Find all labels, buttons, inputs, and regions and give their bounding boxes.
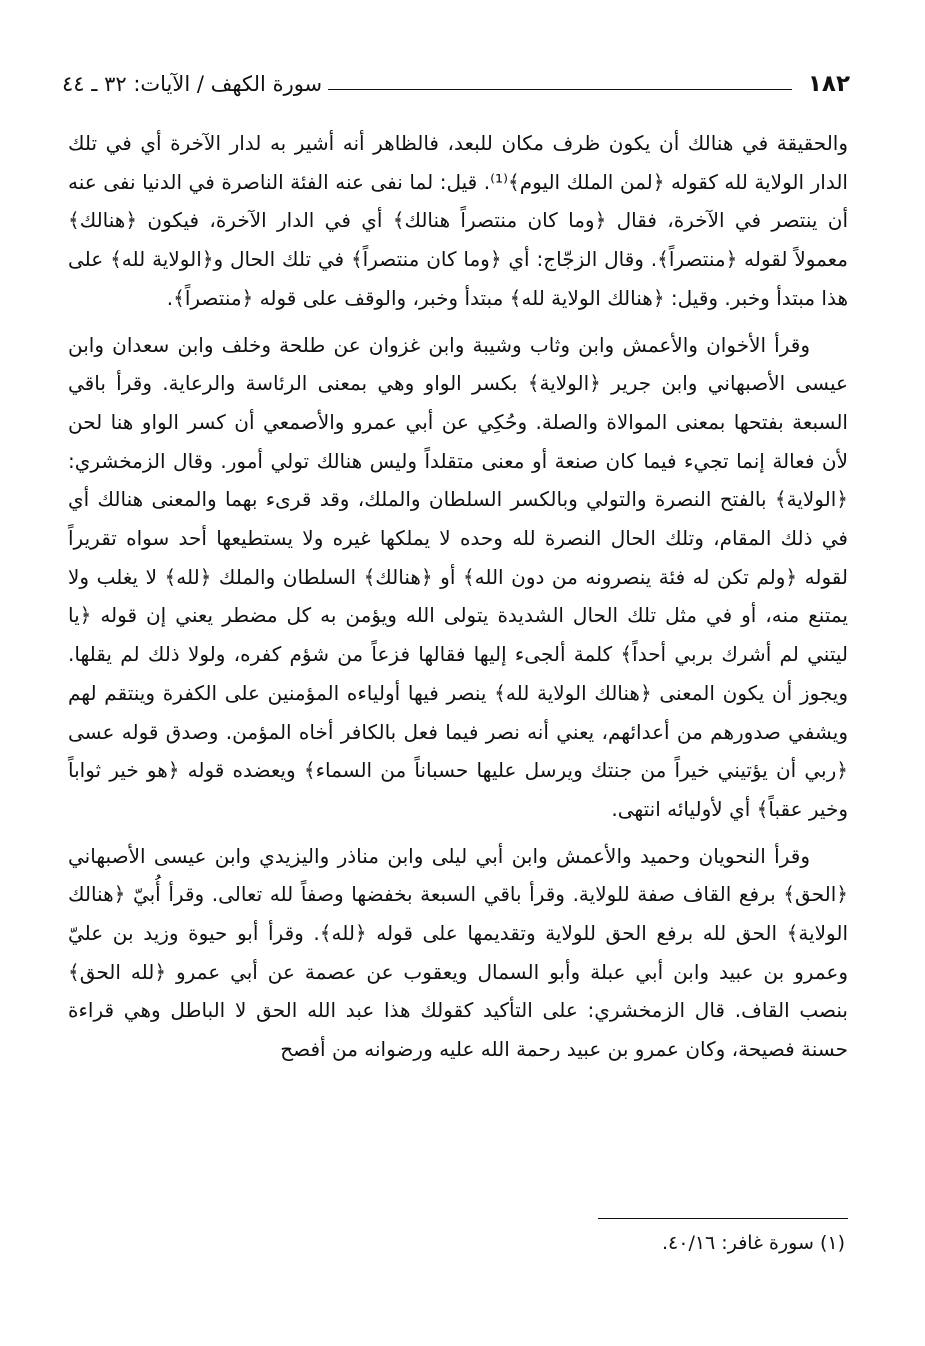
page-number: ١٨٢ (807, 71, 850, 97)
header-rule (328, 89, 792, 90)
footnote: (١) سورة غافر: ٤٠/١٦. (661, 1232, 845, 1254)
paragraph: والحقيقة في هنالك أن يكون ظرف مكان للبعد، فالظاهر أنه أشير به لدار الآخرة أي في تلك الدار الولاية لله كقوله ﴿لمن الملك اليوم﴾⁽¹⁾. قيل: لما نفى عنه الفئة الناصرة في الدنيا نفى عنه أن ينتصر في الآخرة، فقال ﴿وما كان منتصراً هنالك﴾ أي في الدار الآخرة، فيكون ﴿هنالك﴾ معمولاً لقوله ﴿منتصراً﴾. وقال الزجّاج: أي ﴿وما كان منتصراً﴾ في تلك الحال و﴿الولاية لله﴾ على هذا مبتدأ وخبر. وقيل: ﴿هنالك الولاية لله﴾ مبتدأ وخبر، والوقف على قوله ﴿منتصراً﴾. (68, 131, 848, 310)
paragraph: وقرأ النحويان وحميد والأعمش وابن أبي ليلى وابن مناذر واليزيدي وابن عيسى الأصبهاني ﴿الحق﴾ برفع القاف صفة للولاية. وقرأ باقي السبعة بخفضها وصفاً لله تعالى. وقرأ أُبيّ ﴿هنالك الولاية﴾ الحق لله برفع الحق للولاية وتقديمها على قوله ﴿لله﴾. وقرأ أبو حيوة وزيد بن عليّ وعمرو بن عبيد وابن أبي عبلة وأبو السمال ويعقوب عن عصمة عن أبي عمرو ﴿لله الحق﴾ بنصب القاف. قال الزمخشري: على التأكيد كقولك هذا عبد الله الحق لا الباطل وهي قراءة حسنة فصيحة، وكان عمرو بن عبيد رحمة الله عليه ورضوانه من أفصح (68, 843, 848, 1062)
footnote-rule (598, 1218, 848, 1219)
body-text (68, 124, 848, 1069)
page-header (62, 68, 850, 100)
running-title: سورة الكهف / الآيات: ٣٢ ـ ٤٤ (62, 72, 323, 96)
paragraph: وقرأ الأخوان والأعمش وابن وثاب وشيبة وابن غزوان عن طلحة وخلف وابن سعدان وابن عيسى الأصبهاني وابن جرير ﴿الولاية﴾ بكسر الواو وهي بمعنى الرئاسة والرعاية. وقرأ باقي السبعة بفتحها بمعنى الموالاة والصلة. وحُكِي عن أبي عمرو والأصمعي أن كسر الواو هنا لحن لأن فعالة إنما تجيء فيما كان صنعة أو معنى متقلداً وليس هنالك تولي أمور. وقال الزمخشري: ﴿الولاية﴾ بالفتح النصرة والتولي وبالكسر السلطان والملك، وقد قرىء بهما والمعنى هنالك أي في ذلك المقام، وتلك الحال النصرة لله وحده لا يملكها غيره ولا يستطيعها أحد سواه تقريراً لقوله ﴿ولم تكن له فئة ينصرونه من دون الله﴾ أو ﴿هنالك﴾ السلطان والملك ﴿لله﴾ لا يغلب ولا يمتنع منه، أو في مثل تلك الحال الشديدة يتولى الله ويؤمن به كل مضطر يعني إن قوله ﴿يا ليتني لم أشرك بربي أحداً﴾ كلمة ألجىء إليها فقالها فزعاً من شؤم كفره، ولولا ذلك لم يقلها. ويجوز أن يكون المعنى ﴿هنالك الولاية لله﴾ ينصر فيها أولياءه المؤمنين على الكفرة وينتقم لهم ويشفي صدورهم من أعدائهم، يعني أنه نصر فيما فعل بالكافر أخاه المؤمن. وصدق قوله عسى ﴿ربي أن يؤتيني خيراً من جنتك ويرسل عليها حسباناً من السماء﴾ ويعضده قوله ﴿هو خير ثواباً وخير عقباً﴾ أي لأوليائه انتهى. (68, 332, 848, 821)
